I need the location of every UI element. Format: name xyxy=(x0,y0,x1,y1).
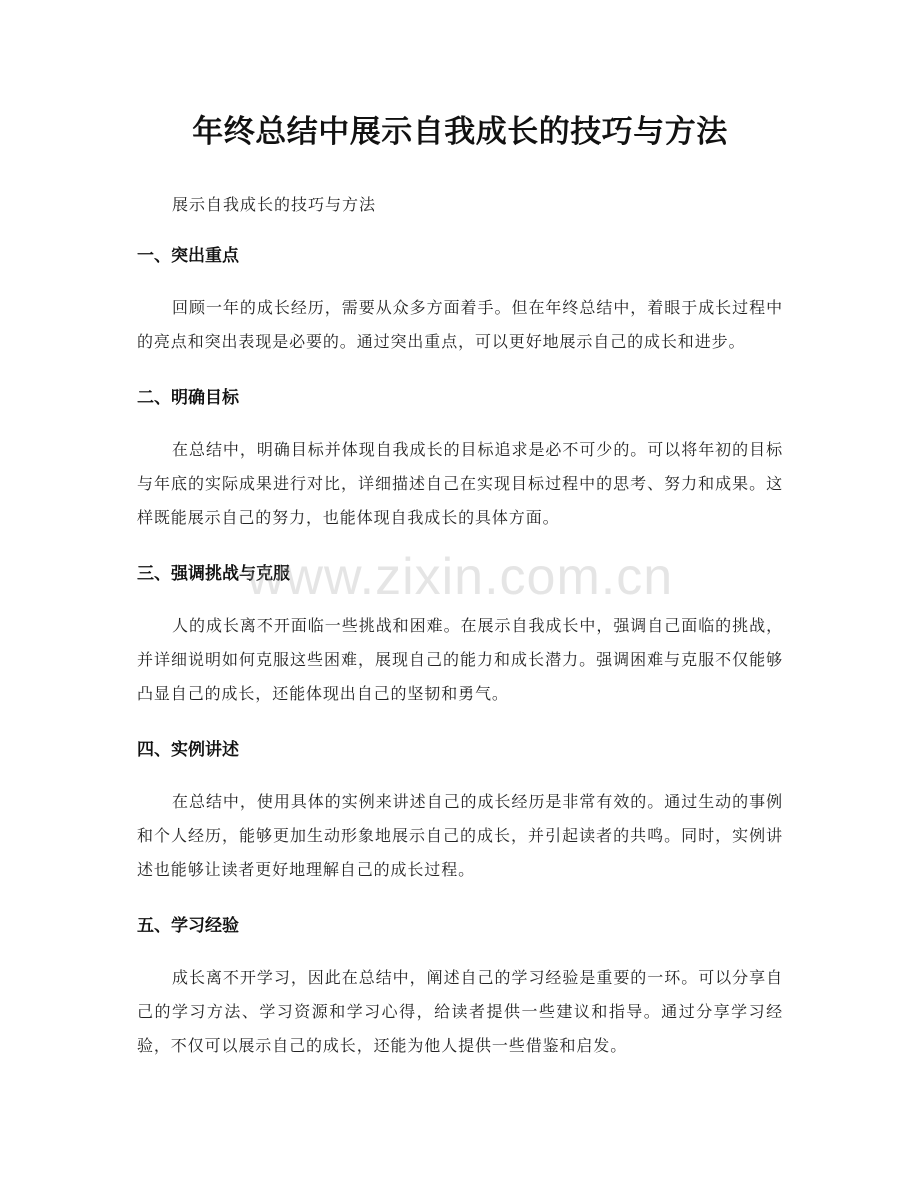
section-heading-5: 五、学习经验 xyxy=(137,916,239,936)
section-heading-4: 四、实例讲述 xyxy=(137,740,239,760)
section-paragraph-5: 成长离不开学习，因此在总结中，阐述自己的学习经验是重要的一环。可以分享自己的学习方法、学习资源和学习心得，给读者提供一些建议和指导。通过分享学习经验，不仅可以展示自己的成长，还能为他人提供一些借鉴和启发。 xyxy=(137,968,783,1055)
section-heading-2: 二、明确目标 xyxy=(137,388,239,408)
section-paragraph-4: 在总结中，使用具体的实例来讲述自己的成长经历是非常有效的。通过生动的事例和个人经历，能够更加生动形象地展示自己的成长，并引起读者的共鸣。同时，实例讲述也能够让读者更好地理解自己的成长过程。 xyxy=(137,792,783,879)
document-title: 年终总结中展示自我成长的技巧与方法 xyxy=(192,114,728,150)
watermark-text: www.zixin.com.cn xyxy=(246,548,674,606)
section-heading-3: 三、强调挑战与克服 xyxy=(137,564,290,584)
section-paragraph-3: 人的成长离不开面临一些挑战和困难。在展示自我成长中，强调自己面临的挑战，并详细说明如何克服这些困难，展现自己的能力和成长潜力。强调困难与克服不仅能够凸显自己的成长，还能体现出自己的坚韧和勇气。 xyxy=(137,616,783,703)
section-paragraph-1: 回顾一年的成长经历，需要从众多方面着手。但在年终总结中，着眼于成长过程中的亮点和突出表现是必要的。通过突出重点，可以更好地展示自己的成长和进步。 xyxy=(137,298,783,351)
document-subtitle: 展示自我成长的技巧与方法 xyxy=(172,195,377,214)
section-paragraph-2: 在总结中，明确目标并体现自我成长的目标追求是必不可少的。可以将年初的目标与年底的实际成果进行对比，详细描述自己在实现目标过程中的思考、努力和成果。这样既能展示自己的努力，也能体现自我成长的具体方面。 xyxy=(137,440,783,527)
section-heading-1: 一、突出重点 xyxy=(137,246,239,266)
